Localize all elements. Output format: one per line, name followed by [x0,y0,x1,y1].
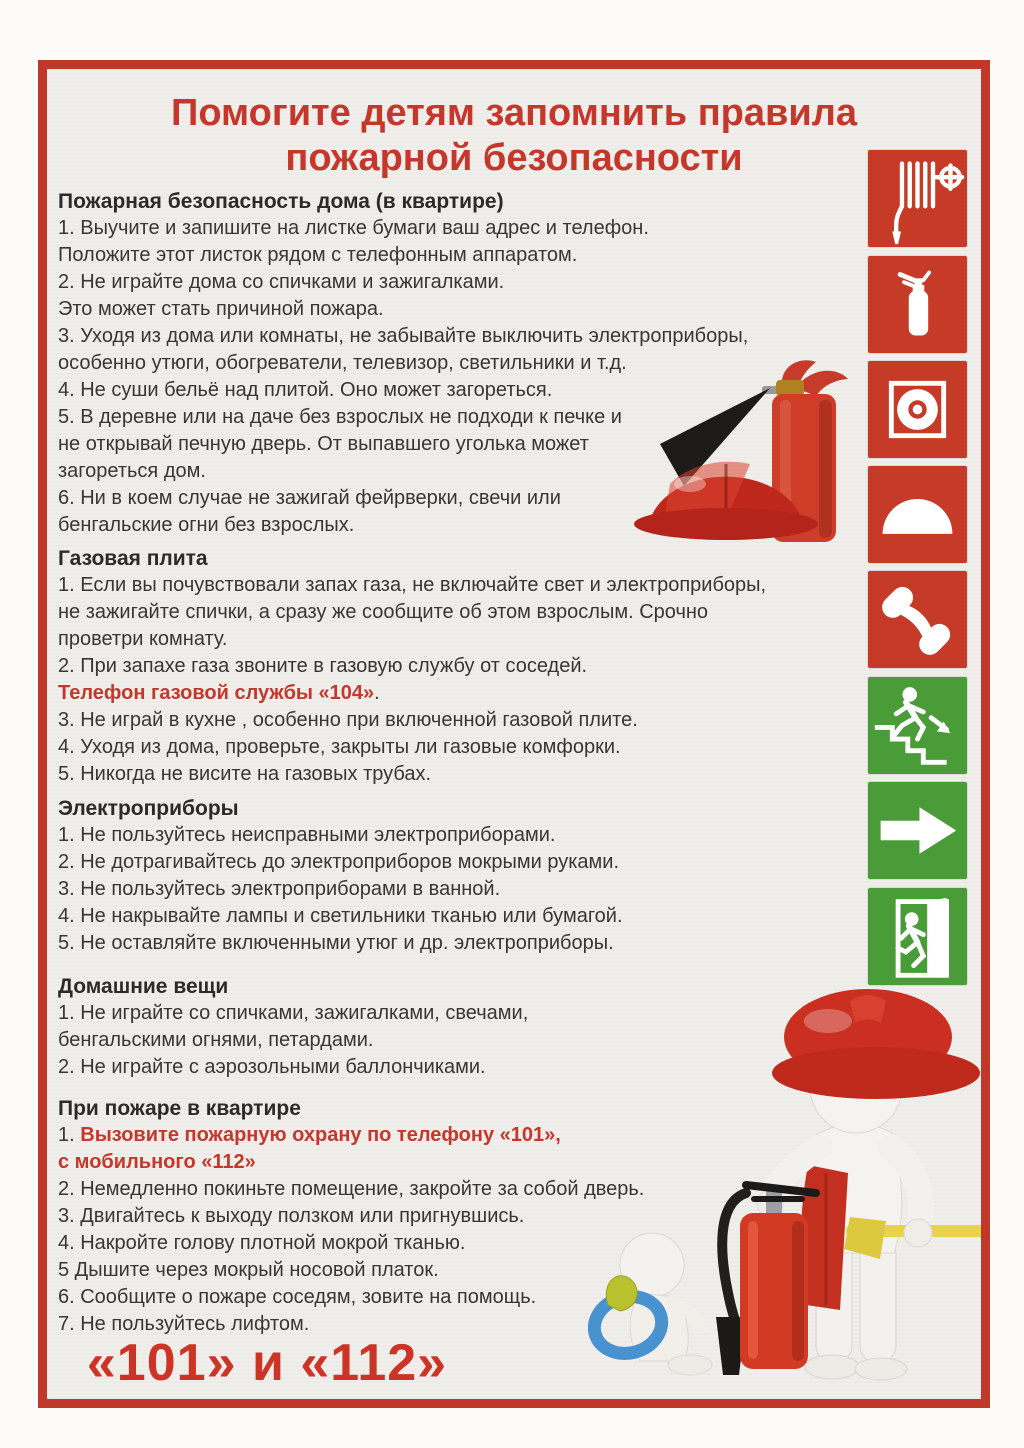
rule-line [58,876,868,903]
rule-line [58,734,868,761]
extinguisher-helmet-illustration [630,352,865,564]
rule-line [58,680,868,707]
icon-tile-evacuation-stairs [868,677,967,774]
rule-text: бенгальские огни без взрослых. [58,514,355,536]
rule-text: загореться дом. [58,460,206,482]
rule-line [58,903,868,930]
emphasis-red-text: с мобильного «112» [58,1151,256,1173]
rule-text: Положите этот листок рядом с телефонным аппаратом. [58,244,578,266]
rule-text: 2. Не дотрагивайтесь до электроприборов мокрыми руками. [58,851,620,873]
rule-line [58,296,868,323]
rule-text: 2. Не играйте с аэрозольными баллончиками. [58,1056,486,1078]
rule-text: 4. Не суши бельё над плитой. Оно может загореться. [58,379,553,401]
icon-tile-fire-phone [868,571,967,668]
rule-text: 5. Не оставляйте включенными утюг и др. электроприборы. [58,932,614,954]
rule-text: 2. Немедленно покиньте помещение, закройте за собой дверь. [58,1178,645,1200]
section-heading: Электроприборы [58,797,239,820]
icon-tile-emergency-exit [868,888,967,985]
section-heading: Домашние вещи [58,975,229,998]
rule-line [58,930,868,957]
rule-line [58,653,868,680]
icon-tile-fire-alarm-button [868,361,967,458]
emergency-exit-icon [868,888,967,985]
rule-line [58,822,868,849]
poster-title-line1: Помогите детям запомнить правила [171,92,857,134]
rule-text: бенгальскими огнями, петардами. [58,1029,374,1051]
emphasis-red-text: Телефон газовой службы «104» [58,682,375,704]
firefighter-figurine-illustration [588,975,990,1396]
icon-tile-fire-alarm-sounder [868,466,967,563]
rule-text: 7. Не пользуйтесь лифтом. [58,1313,310,1335]
icon-tile-fire-hose-reel [868,150,967,247]
rule-line [58,626,868,653]
section-electrical [58,795,868,957]
section-rule-list [58,572,868,788]
section-gas-stove [58,545,868,788]
rule-text: 6. Ни в коем случае не зажигай фейрверки, свечи или [58,487,561,509]
fire-extinguisher-icon [868,256,967,353]
rule-text: 3. Не играй в кухне , особенно при включенной газовой плите. [58,709,638,731]
direction-arrow-right-icon [868,782,967,879]
rule-line [58,572,868,599]
poster-title-line2: пожарной безопасности [285,137,743,179]
rule-text: 1. Не пользуйтесь неисправными электроприборами. [58,824,556,846]
rule-text: 4. Не накрывайте лампы и светильники тканью или бумагой. [58,905,623,927]
section-rule-list [58,822,868,957]
rule-text: 6. Сообщите о пожаре соседям, зовите на помощь. [58,1286,537,1308]
fire-hose-reel-icon [868,150,967,247]
rule-line [58,761,868,788]
rule-text: 2. Не играйте дома со спичками и зажигалками. [58,271,505,293]
poster-title [47,91,981,181]
rule-text: 4. Накройте голову плотной мокрой тканью. [58,1232,466,1254]
rule-line [58,242,868,269]
rule-text: . [374,682,380,704]
rule-text: Это может стать причиной пожара. [58,298,384,320]
icon-tile-fire-extinguisher [868,256,967,353]
rule-text: 3. Уходя из дома или комнаты, не забывайте выключить электроприборы, [58,325,749,347]
rule-text: 1. Не играйте со спичками, зажигалками, свечами, [58,1002,529,1024]
evacuation-stairs-down-icon [868,677,967,774]
rule-text: 5. В деревне или на даче без взрослых не подходи к печке и [58,406,622,428]
section-heading: Газовая плита [58,547,208,570]
fire-alarm-button-icon [868,361,967,458]
rule-text: 3. Двигайтесь к выходу ползком или пригнувшись. [58,1205,525,1227]
rule-text: 1. Если вы почувствовали запах газа, не включайте свет и электроприборы, [58,574,767,596]
rule-text: 2. При запахе газа звоните в газовую службу от соседей. [58,655,588,677]
emergency-numbers-text: «101» и «112» [86,1334,448,1392]
rule-line [58,849,868,876]
section-heading: Пожарная безопасность дома (в квартире) [58,190,504,213]
rule-text: 3. Не пользуйтесь электроприборами в ванной. [58,878,501,900]
icon-tile-direction-arrow [868,782,967,879]
rule-text: проветри комнату. [58,628,228,650]
rule-text: 5 Дышите через мокрый носовой платок. [58,1259,439,1281]
poster-frame [38,60,990,1408]
fire-alarm-sounder-icon [868,466,967,563]
emphasis-red-text: Вызовите пожарную охрану по телефону «101», [80,1124,561,1146]
rule-text: не открывай печную дверь. От выпавшего уголька может [58,433,589,455]
rule-line [58,707,868,734]
rule-text: особенно утюги, обогреватели, телевизор, светильники и т.д. [58,352,627,374]
rule-text: 1. Выучите и запишите на листке бумаги ваш адрес и телефон. [58,217,649,239]
rule-line [58,323,868,350]
fire-phone-icon [868,571,967,668]
rule-line [58,599,868,626]
rule-text: 4. Уходя из дома, проверьте, закрыты ли газовые комфорки. [58,736,621,758]
rule-text: 5. Никогда не висите на газовых трубах. [58,763,432,785]
rule-text: не зажигайте спички, а сразу же сообщите об этом взрослым. Срочно [58,601,709,623]
rule-line [58,215,868,242]
rule-text: 1. [58,1124,81,1146]
section-heading: При пожаре в квартире [58,1097,301,1120]
rule-line [58,269,868,296]
